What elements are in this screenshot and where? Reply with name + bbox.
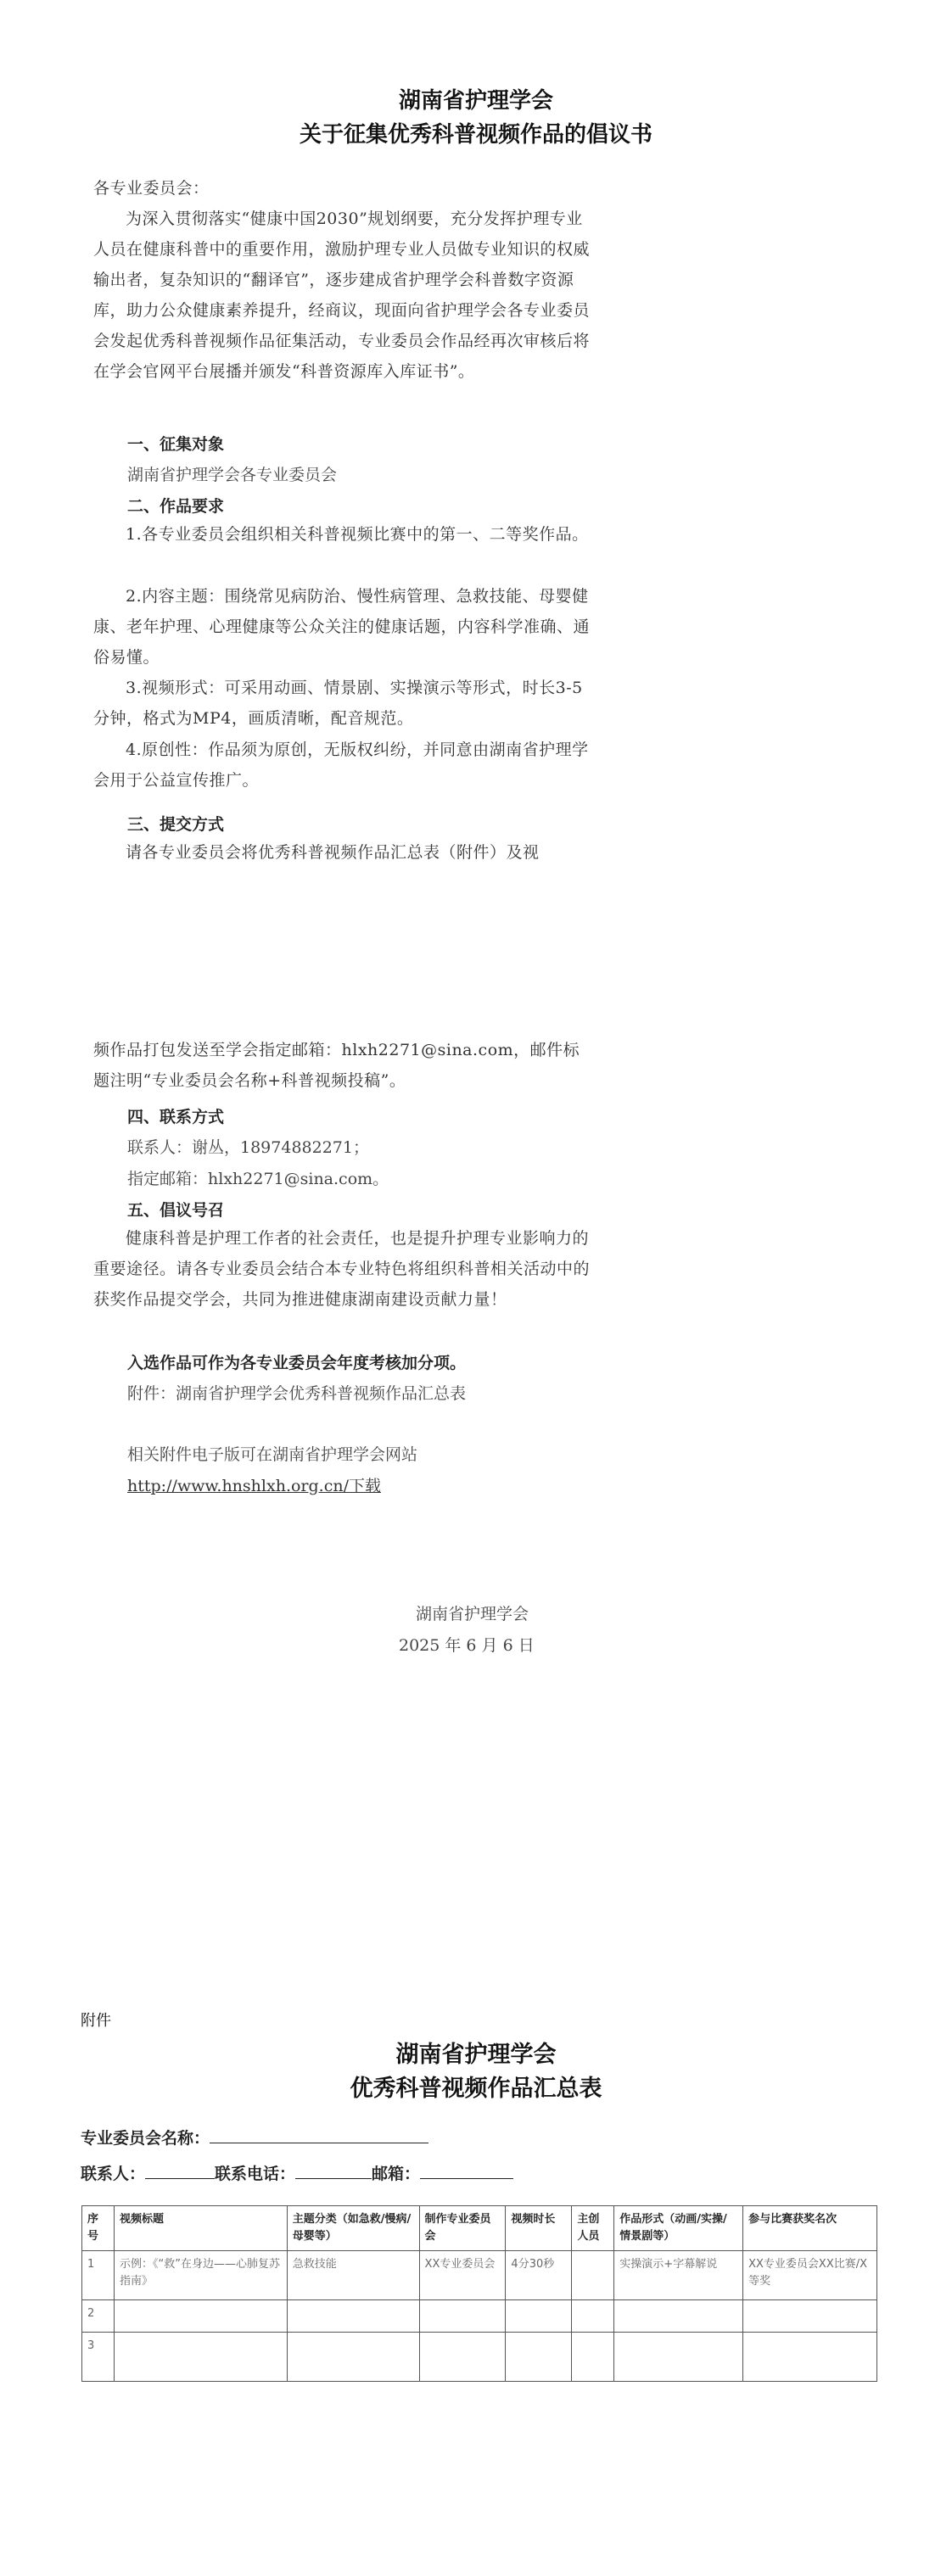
table-cell: 急救技能 xyxy=(287,2251,419,2300)
download-note: 相关附件电子版可在湖南省护理学会网站 xyxy=(127,1445,418,1464)
table-cell xyxy=(506,2333,572,2382)
letter-title-line2: 关于征集优秀科普视频作品的倡议书 xyxy=(299,122,652,148)
section-5-text: 健康科普是护理工作者的社会责任，也是提升护理专业影响力的重要途径。请各专业委员会结合本专业特色将组织科普相关活动中的获奖作品提交学会，共同为推进健康湖南建设贡献力量！ xyxy=(93,1229,591,1309)
phone-label: 联系电话： xyxy=(215,2165,296,2183)
header-cell: 参与比赛获奖名次 xyxy=(743,2206,877,2251)
section-5-heading: 五、倡议号召 xyxy=(127,1201,225,1220)
table-cell xyxy=(506,2300,572,2333)
table-cell xyxy=(572,2333,614,2382)
section-4-heading: 四、联系方式 xyxy=(127,1108,225,1126)
table-row xyxy=(82,2333,877,2382)
committee-name-blank xyxy=(210,2127,428,2143)
table-cell: 4分30秒 xyxy=(506,2251,572,2300)
header-cell: 主题分类（如急救/慢病/母婴等） xyxy=(287,2206,419,2251)
table-cell: 3 xyxy=(82,2333,115,2382)
table-cell xyxy=(419,2333,506,2382)
requirement-4: 4.原创性：作品须为原创，无版权纠纷，并同意由湖南省护理学会用于公益宣传推广。 xyxy=(93,740,589,790)
table-cell: 2 xyxy=(82,2300,115,2333)
contact-fields xyxy=(81,2161,513,2184)
table-cell: 1 xyxy=(82,2251,115,2300)
header-cell: 视频时长 xyxy=(506,2206,572,2251)
table-cell: 实操演示+字幕解说 xyxy=(614,2251,743,2300)
committee-name-field xyxy=(81,2126,428,2149)
table-cell xyxy=(572,2251,614,2300)
intro-paragraph: 为深入贯彻落实“健康中国2030”规划纲要，充分发挥护理专业人员在健康科普中的重要作用，激励护理专业人员做专业知识的权威输出者，复杂知识的“翻译官”，逐步建成省护理学会科普数字资源库，助力公众健康素养提升，经商议，现面向省护理学会各专业委员会发起优秀科普视频作品征集活动，专业委员会作品经再次审核后将在学会官网平台展播并颁发“科普资源库入库证书”。 xyxy=(93,210,591,381)
bonus-note: 入选作品可作为各专业委员会年度考核加分项。 xyxy=(127,1354,467,1372)
contact-person-label: 联系人： xyxy=(81,2165,146,2183)
table-cell xyxy=(743,2300,877,2333)
table-cell xyxy=(614,2300,743,2333)
contact-email: 指定邮箱：hlxh2271@sina.com。 xyxy=(127,1170,389,1188)
section-1-text: 湖南省护理学会各专业委员会 xyxy=(127,466,338,484)
attachment-title-line2: 优秀科普视频作品汇总表 xyxy=(350,2076,602,2102)
requirement-2: 2.内容主题：围绕常见病防治、慢性病管理、急救技能、母婴健康、老年护理、心理健康等公众关注的健康话题，内容科学准确、通俗易懂。 xyxy=(93,587,591,667)
table-row xyxy=(82,2251,877,2300)
table-cell: XX专业委员会XX比赛/X等奖 xyxy=(743,2251,877,2300)
header-cell: 主创人员 xyxy=(572,2206,614,2251)
requirement-1: 1.各专业委员会组织相关科普视频比赛中的第一、二等奖作品。 xyxy=(126,525,589,544)
contact-person: 联系人：谢丛，18974882271； xyxy=(127,1138,369,1157)
section-3-heading: 三、提交方式 xyxy=(127,815,225,834)
section-3-text-part1: 请各专业委员会将优秀科普视频作品汇总表（附件）及视 xyxy=(126,843,540,862)
attachment-note: 附件：湖南省护理学会优秀科普视频作品汇总表 xyxy=(127,1384,467,1403)
table-cell xyxy=(114,2300,287,2333)
signature-date: 2025 年 6 月 6 日 xyxy=(399,1636,535,1655)
email-label: 邮箱： xyxy=(372,2165,421,2183)
header-cell: 视频标题 xyxy=(114,2206,287,2251)
summary-table xyxy=(81,2205,877,2382)
table-header-row xyxy=(82,2206,877,2251)
header-cell: 制作专业委员会 xyxy=(419,2206,506,2251)
committee-name-label: 专业委员会名称： xyxy=(81,2129,210,2148)
download-link[interactable]: http://www.hnshlxh.org.cn/下载 xyxy=(127,1477,381,1495)
salutation: 各专业委员会： xyxy=(93,179,210,198)
table-cell xyxy=(743,2333,877,2382)
section-1-heading: 一、征集对象 xyxy=(127,435,225,454)
table-cell xyxy=(572,2300,614,2333)
table-row xyxy=(82,2300,877,2333)
section-2-heading: 二、作品要求 xyxy=(127,497,225,516)
email-blank xyxy=(420,2163,513,2179)
attachment-label: 附件 xyxy=(81,2012,111,2030)
table-cell: XX专业委员会 xyxy=(419,2251,506,2300)
table-cell xyxy=(287,2300,419,2333)
requirement-3: 3.视频形式：可采用动画、情景剧、实操演示等形式，时长3-5分钟，格式为MP4，画质清晰，配音规范。 xyxy=(93,679,583,728)
table-cell xyxy=(114,2333,287,2382)
signature-org: 湖南省护理学会 xyxy=(416,1605,529,1623)
table-cell xyxy=(287,2333,419,2382)
header-cell: 作品形式（动画/实操/情景剧等） xyxy=(614,2206,743,2251)
table-cell xyxy=(614,2333,743,2382)
phone-blank xyxy=(295,2163,372,2179)
letter-title-line1: 湖南省护理学会 xyxy=(398,88,553,114)
contact-person-blank xyxy=(145,2163,215,2179)
table-cell xyxy=(419,2300,506,2333)
table-cell: 示例：《“救”在身边——心肺复苏指南》 xyxy=(114,2251,287,2300)
header-cell: 序号 xyxy=(82,2206,115,2251)
section-3-text-part2: 频作品打包发送至学会指定邮箱：hlxh2271@sina.com，邮件标题注明“专业委员会名称+科普视频投稿”。 xyxy=(93,1041,580,1090)
attachment-title-line1: 湖南省护理学会 xyxy=(395,2042,557,2068)
